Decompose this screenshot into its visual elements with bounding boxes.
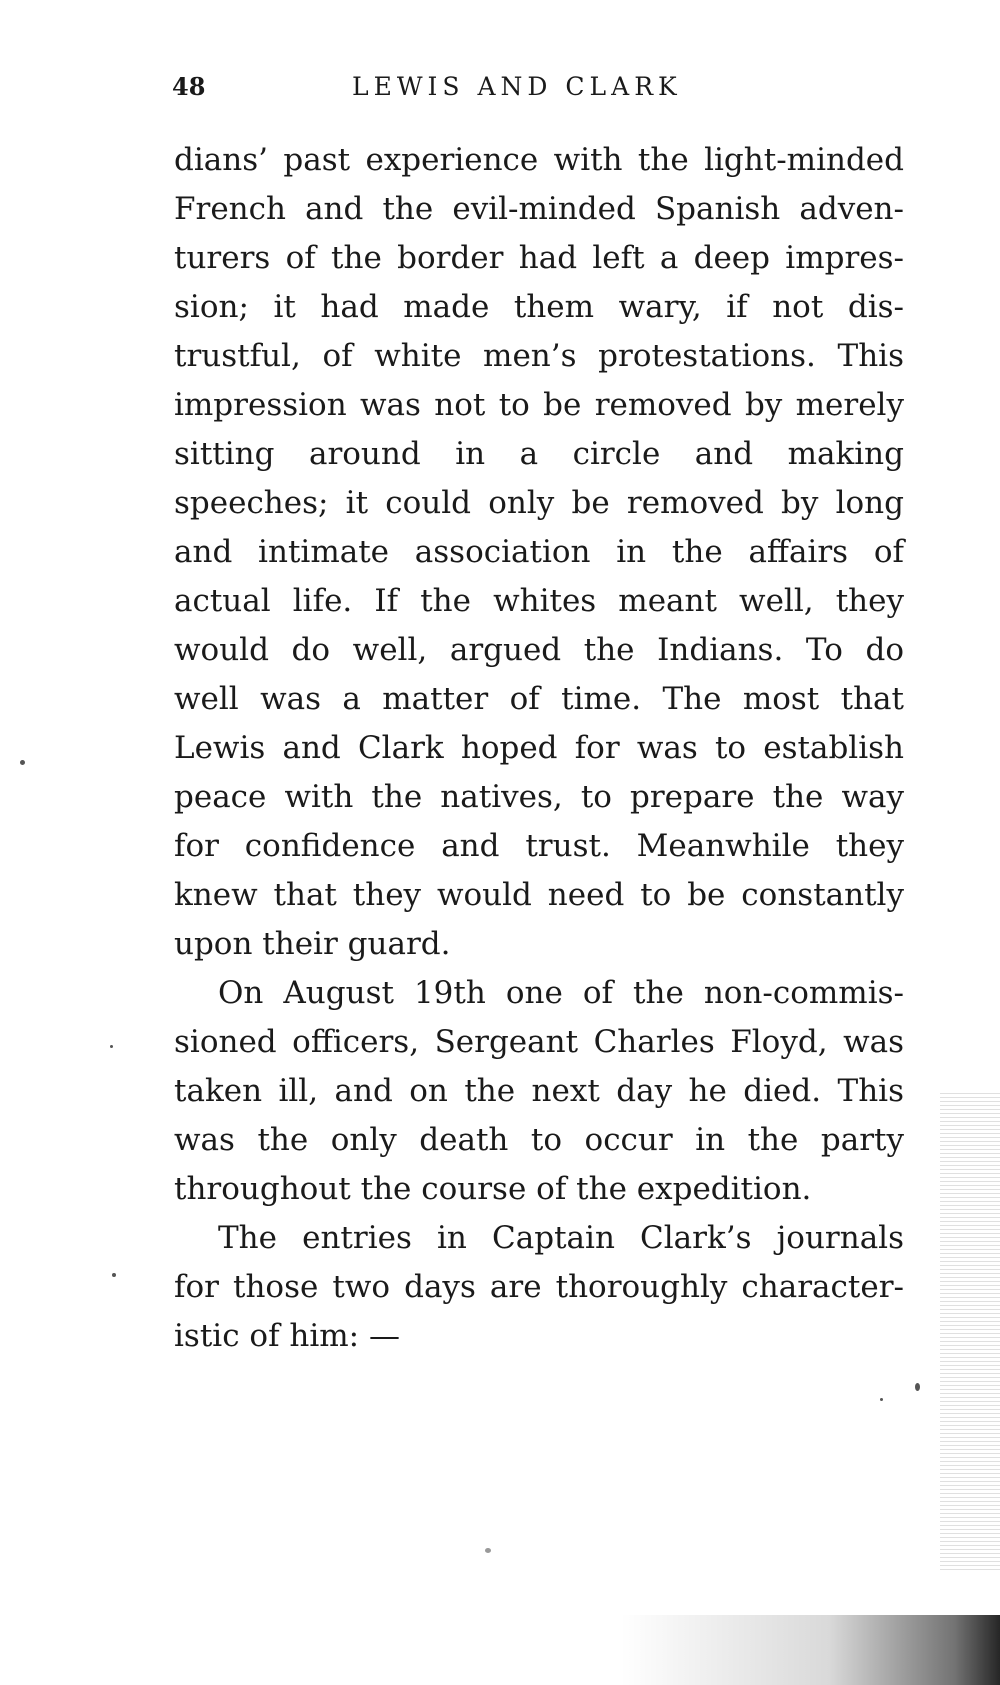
text-line: would do well, argued the Indians. To do: [174, 632, 904, 668]
text-line: Lewis and Clark hoped for was to establish: [174, 730, 904, 766]
paragraph-1: [174, 136, 904, 969]
text-line: upon their guard.: [174, 926, 451, 962]
page-number: 48: [172, 72, 206, 101]
text-line: peace with the natives, to prepare the way: [174, 779, 904, 815]
page-header: [172, 72, 732, 112]
scan-speck: [915, 1383, 920, 1391]
paragraph-3: [174, 1214, 904, 1361]
paragraph-2: [174, 969, 904, 1214]
text-line: taken ill, and on the next day he died. This: [174, 1073, 904, 1109]
text-line: impression was not to be removed by merely: [174, 387, 904, 423]
text-line: was the only death to occur in the party: [174, 1122, 904, 1158]
text-line: On August 19th one of the non-commis-: [218, 975, 904, 1011]
text-line: knew that they would need to be constantly: [174, 877, 904, 913]
scan-speck: [485, 1548, 491, 1553]
text-line: sion; it had made them wary, if not dis-: [174, 289, 904, 325]
text-line: trustful, of white men’s protestations. This: [174, 338, 904, 374]
scan-speck: [880, 1398, 883, 1401]
scan-speck: [110, 1045, 113, 1048]
scan-speck: [20, 760, 25, 765]
body-text: [174, 136, 904, 1361]
text-line: dians’ past experience with the light-minded: [174, 142, 904, 178]
text-line: and intimate association in the affairs of: [174, 534, 904, 570]
text-line: for those two days are thoroughly character-: [174, 1269, 904, 1305]
text-line: istic of him: —: [174, 1318, 400, 1354]
text-line: turers of the border had left a deep impres-: [174, 240, 904, 276]
scan-edge-noise: [940, 1090, 1000, 1570]
text-line: well was a matter of time. The most that: [174, 681, 904, 717]
running-title: LEWIS AND CLARK: [352, 72, 682, 101]
scan-bottom-shadow: [620, 1615, 1000, 1685]
text-line: speeches; it could only be removed by long: [174, 485, 904, 521]
text-line: throughout the course of the expedition.: [174, 1171, 812, 1207]
text-line: sioned officers, Sergeant Charles Floyd, was: [174, 1024, 904, 1060]
text-line: The entries in Captain Clark’s journals: [218, 1220, 904, 1256]
scan-speck: [112, 1273, 116, 1277]
text-line: sitting around in a circle and making: [174, 436, 904, 472]
text-line: for confidence and trust. Meanwhile they: [174, 828, 904, 864]
text-line: French and the evil-minded Spanish adven-: [174, 191, 904, 227]
text-line: actual life. If the whites meant well, they: [174, 583, 904, 619]
